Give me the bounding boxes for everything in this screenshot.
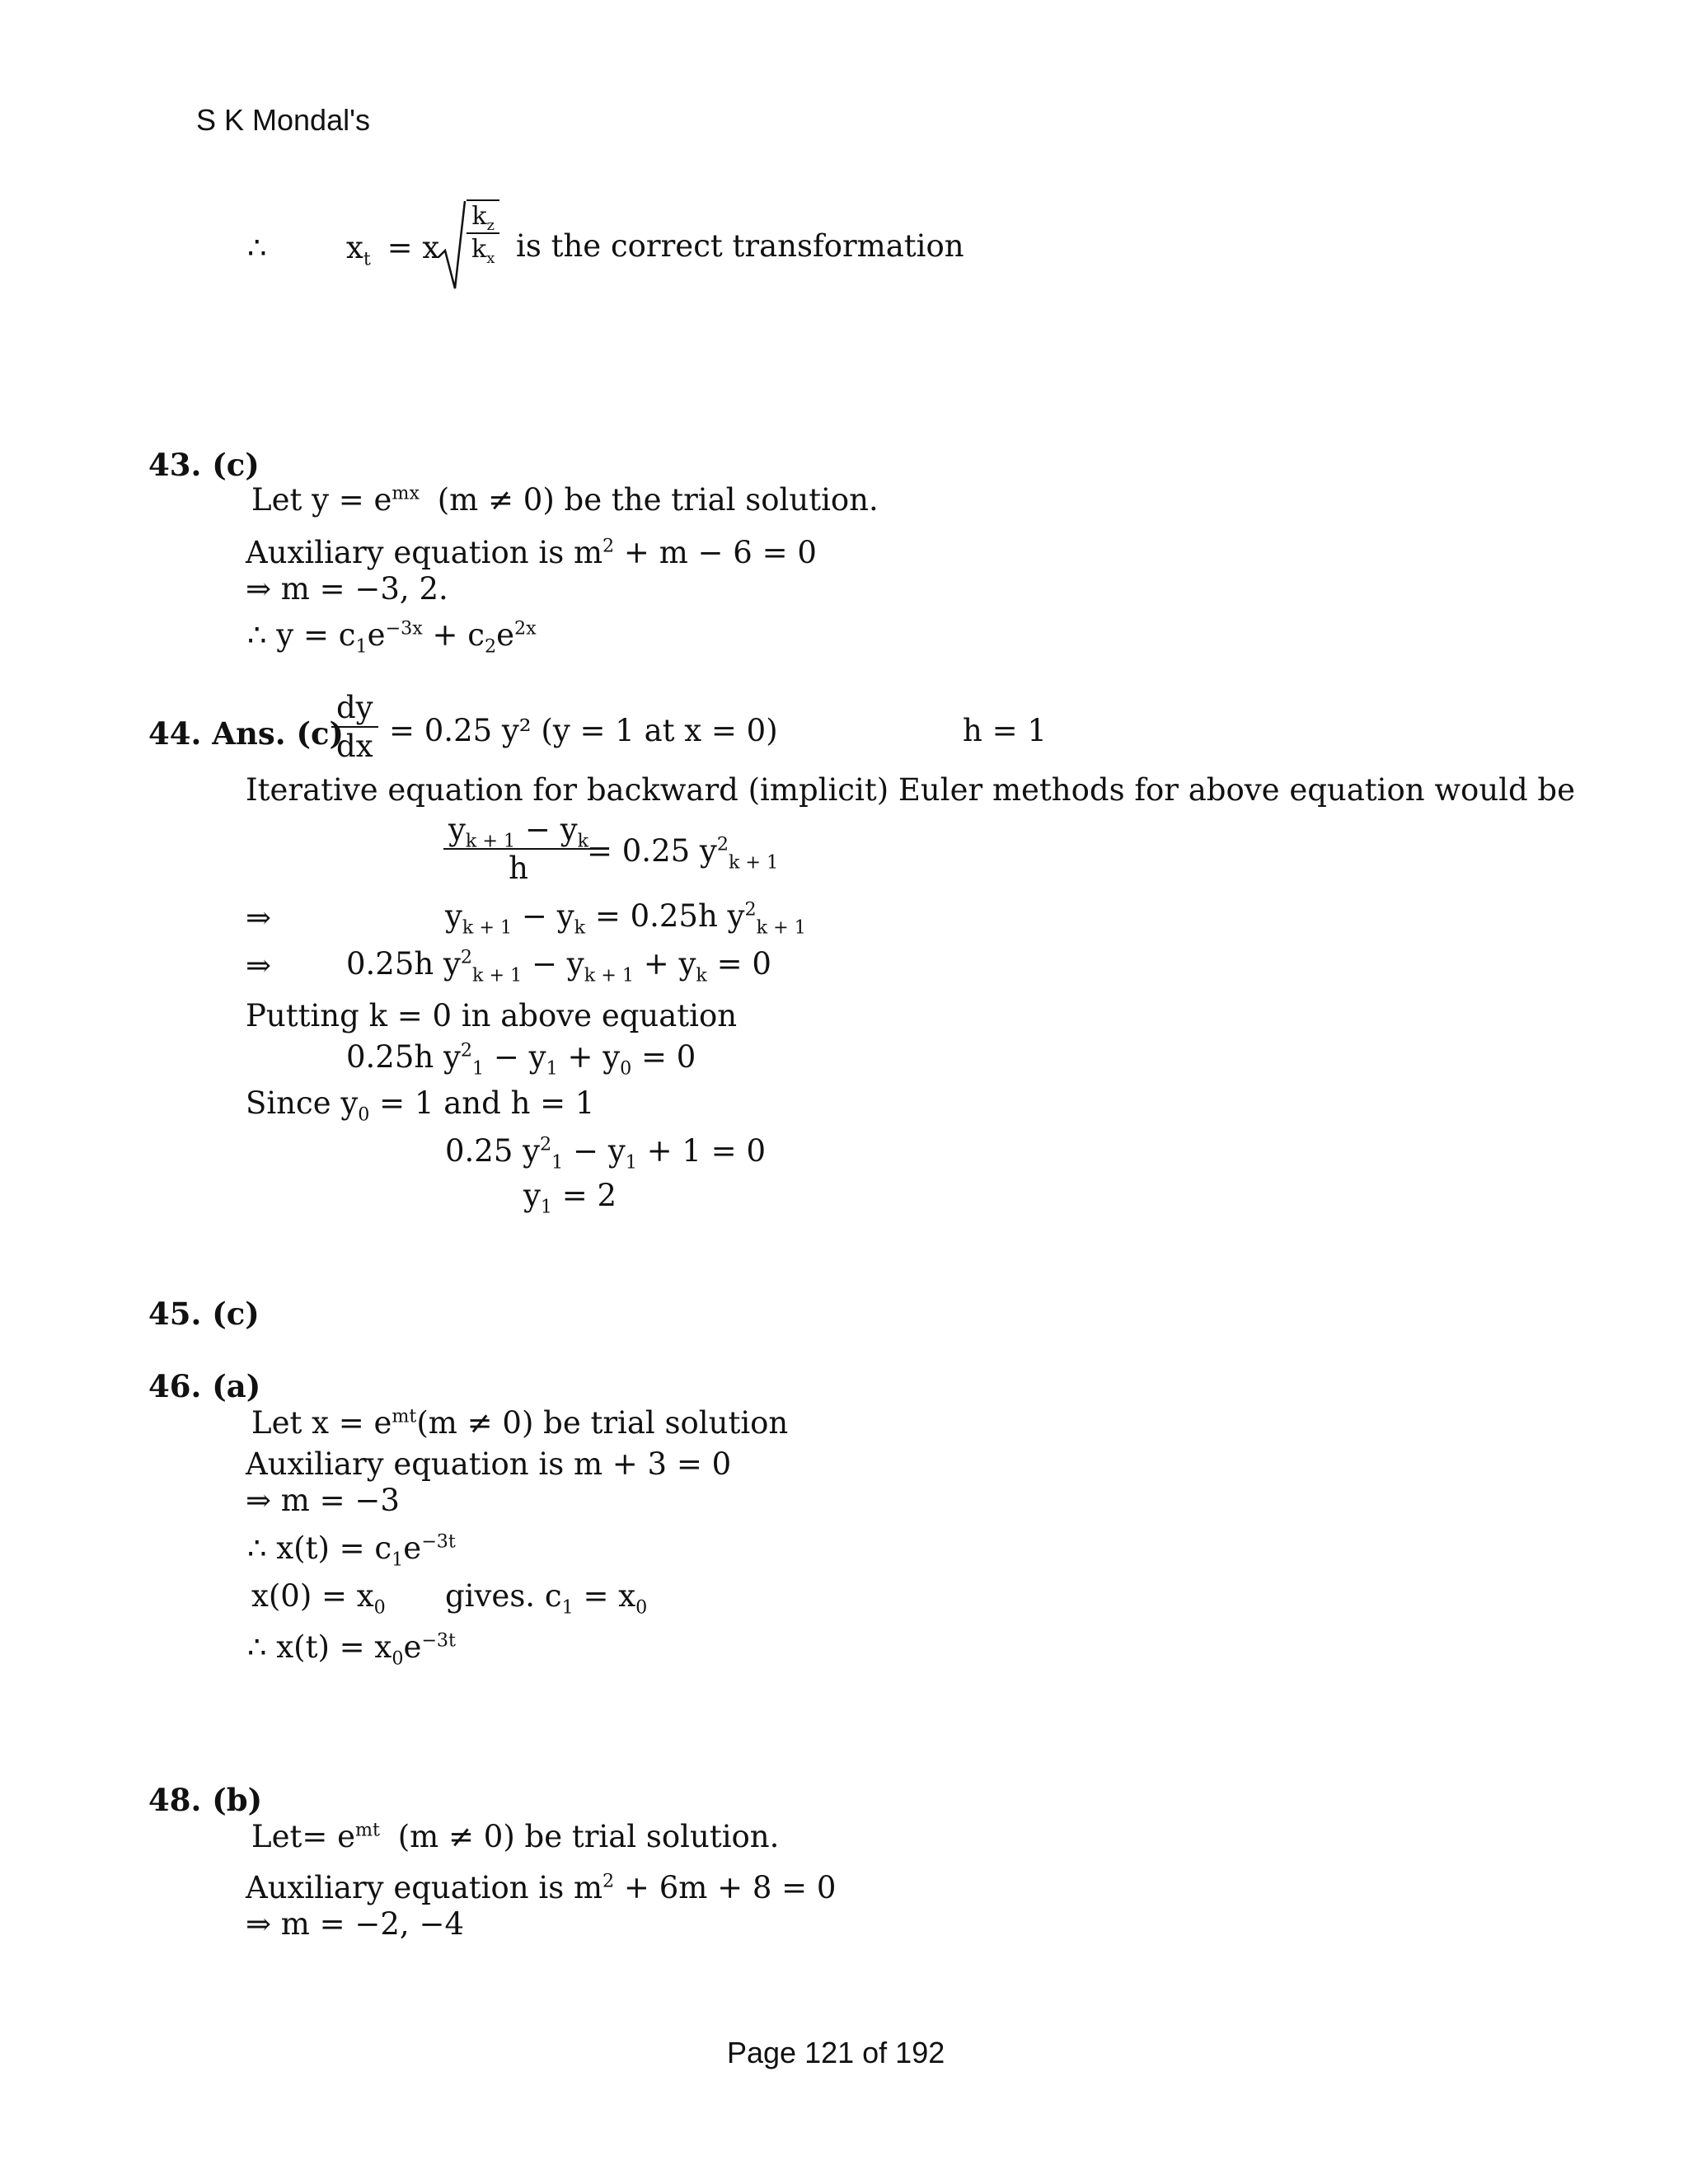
q44-h-value: h = 1 [963,713,1047,748]
q48-l2a: Auxiliary equation is m [246,1870,603,1905]
q43-l2a: Auxiliary equation is m [246,535,603,570]
q44-line5 [445,1133,766,1174]
q44-dydx [331,692,378,762]
l3sup: 2 [460,946,473,968]
eq-x: = x [387,230,440,265]
l2s1: k + 1 [462,916,513,939]
l2s2: k [574,916,586,939]
q43-heading: 43. (c) [148,447,260,483]
l6b: = 2 [552,1178,617,1213]
l5sup: 2 [540,1133,552,1155]
q44-line4 [346,1039,696,1080]
q46-line3: ⇒ m = −3 [246,1483,400,1518]
l5s1: 1 [551,1151,564,1174]
transformation-text: is the correct transformation [516,228,964,264]
f-rhs-sup: 2 [716,833,729,855]
q46-l5b: gives. c [445,1578,562,1614]
q46-l5s: 0 [373,1596,386,1619]
l2sup: 2 [744,898,757,921]
q46-l6s: 0 [392,1647,404,1670]
q48-l1sup: mt [355,1819,380,1841]
q48-heading: 48. (b) [148,1782,263,1818]
sqrt-fraction [437,199,499,267]
q43-line4 [247,617,537,658]
q46-line6 [247,1629,456,1670]
q44-line3 [346,946,771,987]
q48-l2sup: 2 [603,1870,615,1892]
l4s3: 0 [620,1057,632,1080]
q44-line2 [445,898,806,939]
page-number: Page 121 of 192 [727,2036,945,2069]
q46-l6a: ∴ x(t) = x [247,1629,392,1665]
q46-l1a: Let x = e [251,1405,392,1441]
q44-eq1: = 0.25 y² (y = 1 at x = 0) [389,713,778,748]
q44-putting: Putting k = 0 in above equation [246,998,738,1033]
l3s1: k + 1 [472,964,523,987]
q46-l5c: = x [573,1578,636,1614]
q43-l1sup: mx [392,482,420,504]
q46-l6b: e [403,1629,422,1665]
q46-line5-gives [445,1578,648,1619]
q46-l4b: e [403,1530,422,1566]
q48-line1 [251,1821,779,1852]
f-num-b: − y [515,812,578,847]
q46-line4 [247,1530,456,1571]
l4d: = 0 [631,1039,696,1075]
l2a: y [445,898,462,934]
header-author: S K Mondal's [196,103,370,137]
q46-l5s2: 1 [561,1596,574,1619]
q48-l1b: (m ≠ 0) be trial solution. [397,1819,780,1854]
l3s3: k [696,964,707,987]
q43-line1 [251,482,879,518]
frac-num-sub: z [486,217,495,234]
q46-l4a: ∴ x(t) = c [247,1530,392,1566]
since-b: = 1 and h = 1 [369,1085,595,1121]
q43-l4s1: 1 [355,635,368,658]
l3s2: k + 1 [584,964,634,987]
dy-num: dy [331,692,378,728]
l6s: 1 [540,1196,553,1218]
f-num-s1: k + 1 [465,830,516,852]
q46-l1sup: mt [392,1405,417,1427]
l4a: 0.25h y [346,1039,461,1075]
q46-heading: 46. (a) [148,1368,261,1404]
q48-line3: ⇒ m = −2, −4 [246,1906,464,1942]
f-rhs-a: = 0.25 y [587,833,717,869]
q43-l2b: + m − 6 = 0 [614,535,817,570]
l3b: − y [522,946,584,982]
since-s: 0 [358,1104,370,1126]
l3d: = 0 [706,946,771,982]
f-num-a: y [448,812,466,847]
q46-l4s: 1 [392,1549,404,1571]
frac-den: k [471,235,487,264]
l2c: = 0.25h y [585,898,745,934]
l4b: − y [484,1039,546,1075]
q44-implies-2: ⇒ [246,948,272,983]
l2s3: k + 1 [756,916,806,939]
q48-l1a: Let= e [251,1819,355,1854]
q43-l4s2: 2 [484,635,497,658]
q48-l2b: + 6m + 8 = 0 [614,1870,837,1905]
dx-den: dx [336,729,373,764]
q44-backward-fraction [443,812,593,886]
l5s2: 1 [625,1151,637,1174]
q43-l4sup2: 2x [514,617,537,640]
q48-line2 [246,1872,836,1903]
f-num-s2: k [577,830,589,852]
lhs-var: x [346,230,363,265]
q44-fraction-rhs [587,833,779,874]
lhs-sub: t [363,248,371,270]
l5b: − y [563,1133,626,1169]
l4s2: 1 [546,1057,558,1080]
q44-line6 [523,1178,617,1218]
q46-l6sup: −3t [421,1629,456,1652]
l5c: + 1 = 0 [636,1133,766,1169]
l5a: 0.25 y [445,1133,541,1169]
q46-line5 [251,1578,386,1619]
q46-l4sup: −3t [421,1530,456,1553]
q43-l4sup1: −3x [385,617,423,640]
q46-line1 [251,1405,789,1441]
therefore-symbol: ∴ [247,230,267,265]
frac-den-sub: x [486,250,495,267]
q43-l1a: Let y = e [251,482,392,518]
q44-implies-1: ⇒ [246,900,272,935]
q43-l2sup: 2 [603,535,615,557]
l2b: − y [512,898,574,934]
l3a: 0.25h y [346,946,461,982]
q46-l5s3: 0 [635,1596,648,1619]
q43-line3: ⇒ m = −3, 2. [246,571,448,607]
q43-line2 [246,537,817,568]
f-rhs-sub: k + 1 [728,851,779,874]
q44-iter-text: Iterative equation for backward (implicit) Euler methods for above equation would be [246,772,1576,808]
since-a: Since y [246,1085,359,1121]
q46-line2: Auxiliary equation is m + 3 = 0 [246,1446,732,1482]
l3c: + y [633,946,696,982]
q43-l4b: e [367,617,386,653]
l4sup: 2 [460,1039,473,1062]
q44-heading: 44. Ans. (c) [148,715,344,752]
q43-l4a: ∴ y = c [247,617,356,653]
q46-l1b: (m ≠ 0) be trial solution [416,1405,789,1441]
q44-since [246,1085,595,1126]
q45-heading: 45. (c) [148,1296,260,1332]
l4s1: 1 [472,1057,485,1080]
q43-l4c: + c [422,617,485,653]
q43-l4d: e [496,617,514,653]
q43-l1b: (m ≠ 0) be the trial solution. [437,482,879,518]
frac-num: k [471,202,487,231]
f-den: h [509,851,528,886]
q46-l5a: x(0) = x [251,1578,374,1614]
transformation-equation [346,230,440,270]
l6a: y [523,1178,541,1213]
l4c: + y [557,1039,621,1075]
